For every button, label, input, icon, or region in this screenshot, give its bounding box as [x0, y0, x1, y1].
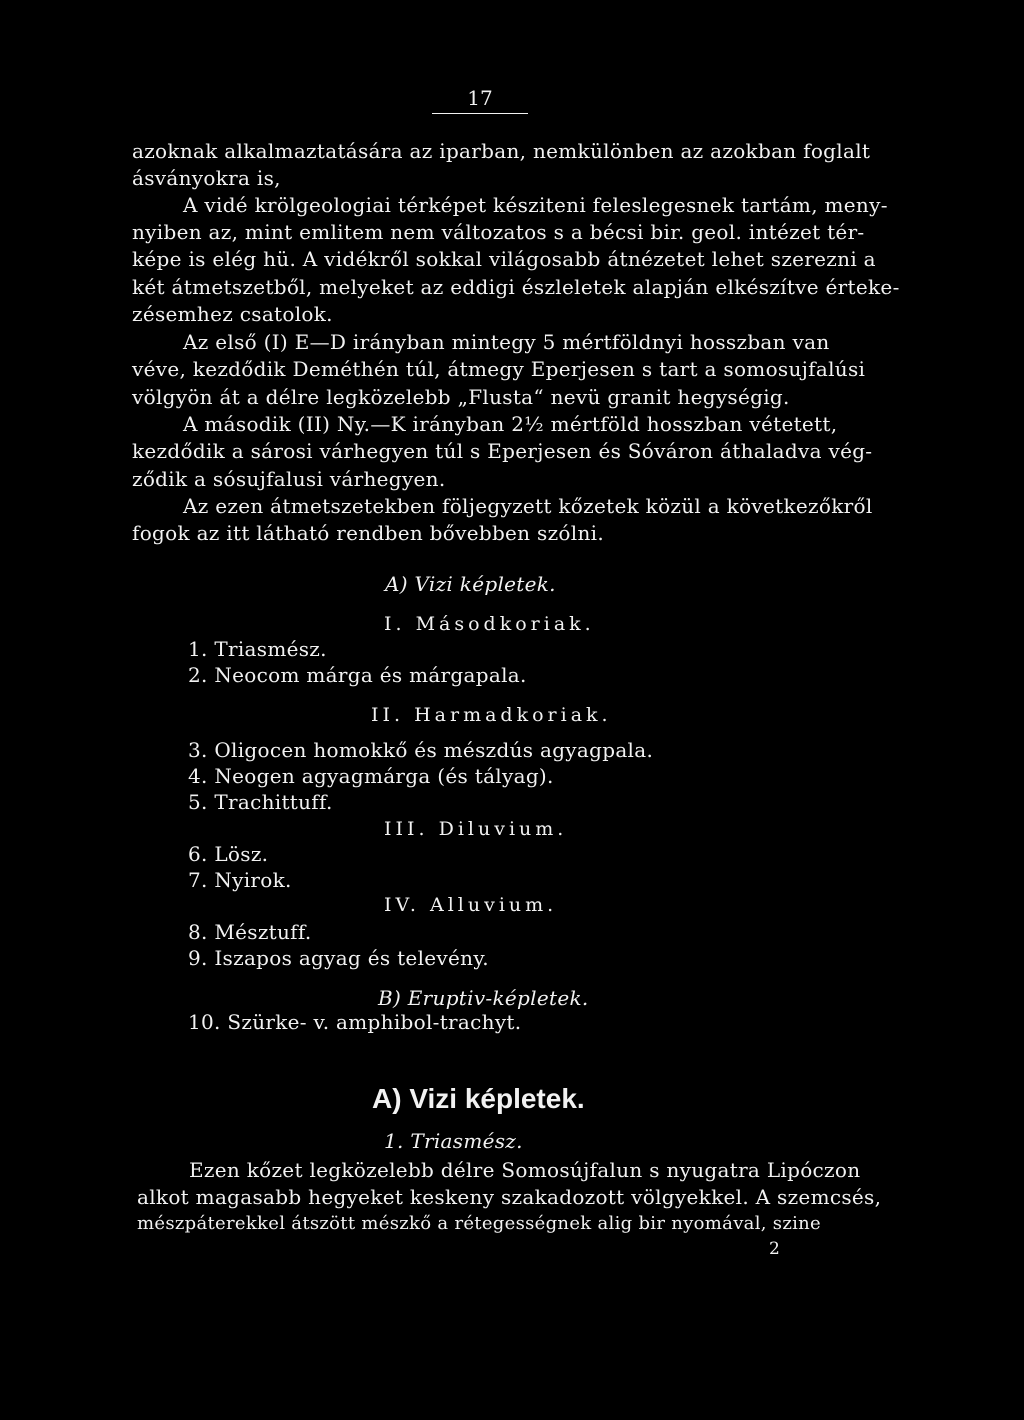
text-line: ződik a sósujfalusi várhegyen.: [132, 467, 446, 491]
toc-item: 7. Nyirok.: [188, 868, 292, 892]
toc-item: 3. Oligocen homokkő és mészdús agyagpala.: [188, 738, 654, 762]
toc-item: 6. Lösz.: [188, 842, 269, 866]
toc-section-4: IV. Alluvium.: [384, 894, 558, 916]
toc-item: 10. Szürke- v. amphibol-trachyt.: [188, 1010, 522, 1034]
text-line: nyiben az, mint emlitem nem változatos s a bécsi bir. geol. intézet tér-: [132, 220, 865, 244]
text-line: véve, kezdődik Deméthén túl, átmegy Eperjesen s tart a somosujfalúsi: [132, 357, 866, 381]
toc-item: 2. Neocom márga és márgapala.: [188, 663, 527, 687]
text-line: képe is elég hü. A vidékről sokkal világosabb átnézetet lehet szerezni a: [132, 247, 876, 271]
text-line: alkot magasabb hegyeket keskeny szakadozott völgyekkel. A szemcsés,: [137, 1185, 882, 1209]
text-line: Ezen kőzet legközelebb délre Somosújfalun s nyugatra Lipóczon: [189, 1158, 861, 1182]
text-line: két átmetszetből, melyeket az eddigi észleletek alapján elkészítve érteke-: [132, 275, 900, 299]
toc-item: 9. Iszapos agyag és televény.: [188, 946, 489, 970]
subsection-title: 1. Triasmész.: [384, 1129, 523, 1153]
text-line: fogok az itt látható rendben bővebben szólni.: [132, 521, 604, 545]
toc-item: 8. Mésztuff.: [188, 920, 312, 944]
text-line: A második (II) Ny.—K irányban 2½ mértföld hosszban vétetett,: [183, 412, 838, 436]
text-line: A vidé krölgeologiai térképet késziteni feleslegesnek tartám, meny-: [183, 193, 888, 217]
toc-heading-b: B) Eruptiv-képletek.: [378, 986, 589, 1010]
toc-heading-a: A) Vizi képletek.: [385, 572, 556, 596]
text-line: völgyön át a délre legközelebb „Flusta“ nevü granit hegységig.: [132, 385, 790, 409]
text-line: zésemhez csatolok.: [132, 302, 333, 326]
toc-section-3: III. Diluvium.: [384, 818, 568, 840]
toc-item: 1. Triasmész.: [188, 637, 327, 661]
text-line: Az ezen átmetszetekben följegyzett kőzetek közül a következőkről: [183, 494, 873, 518]
toc-section-1: I. Másodkoriak.: [384, 613, 595, 635]
toc-section-2: II. Harmadkoriak.: [371, 704, 612, 726]
page-number: 17: [467, 86, 493, 110]
signature-mark: 2: [769, 1239, 781, 1259]
text-line: mészpáterekkel átszött mészkő a rétegességnek alig bir nyomával, szine: [137, 1213, 822, 1234]
text-line: Az első (I) E—D irányban mintegy 5 mértföldnyi hosszban van: [183, 330, 830, 354]
text-line: kezdődik a sárosi várhegyen túl s Eperjesen és Sóváron áthaladva vég-: [132, 439, 873, 463]
text-line: ásványokra is,: [132, 166, 281, 190]
header-rule: [432, 113, 528, 114]
toc-item: 4. Neogen agyagmárga (és tályag).: [188, 764, 554, 788]
section-title: A) Vizi képletek.: [372, 1083, 585, 1114]
text-line: azoknak alkalmaztatására az iparban, nemkülönben az azokban foglalt: [132, 139, 871, 163]
toc-item: 5. Trachittuff.: [188, 790, 333, 814]
